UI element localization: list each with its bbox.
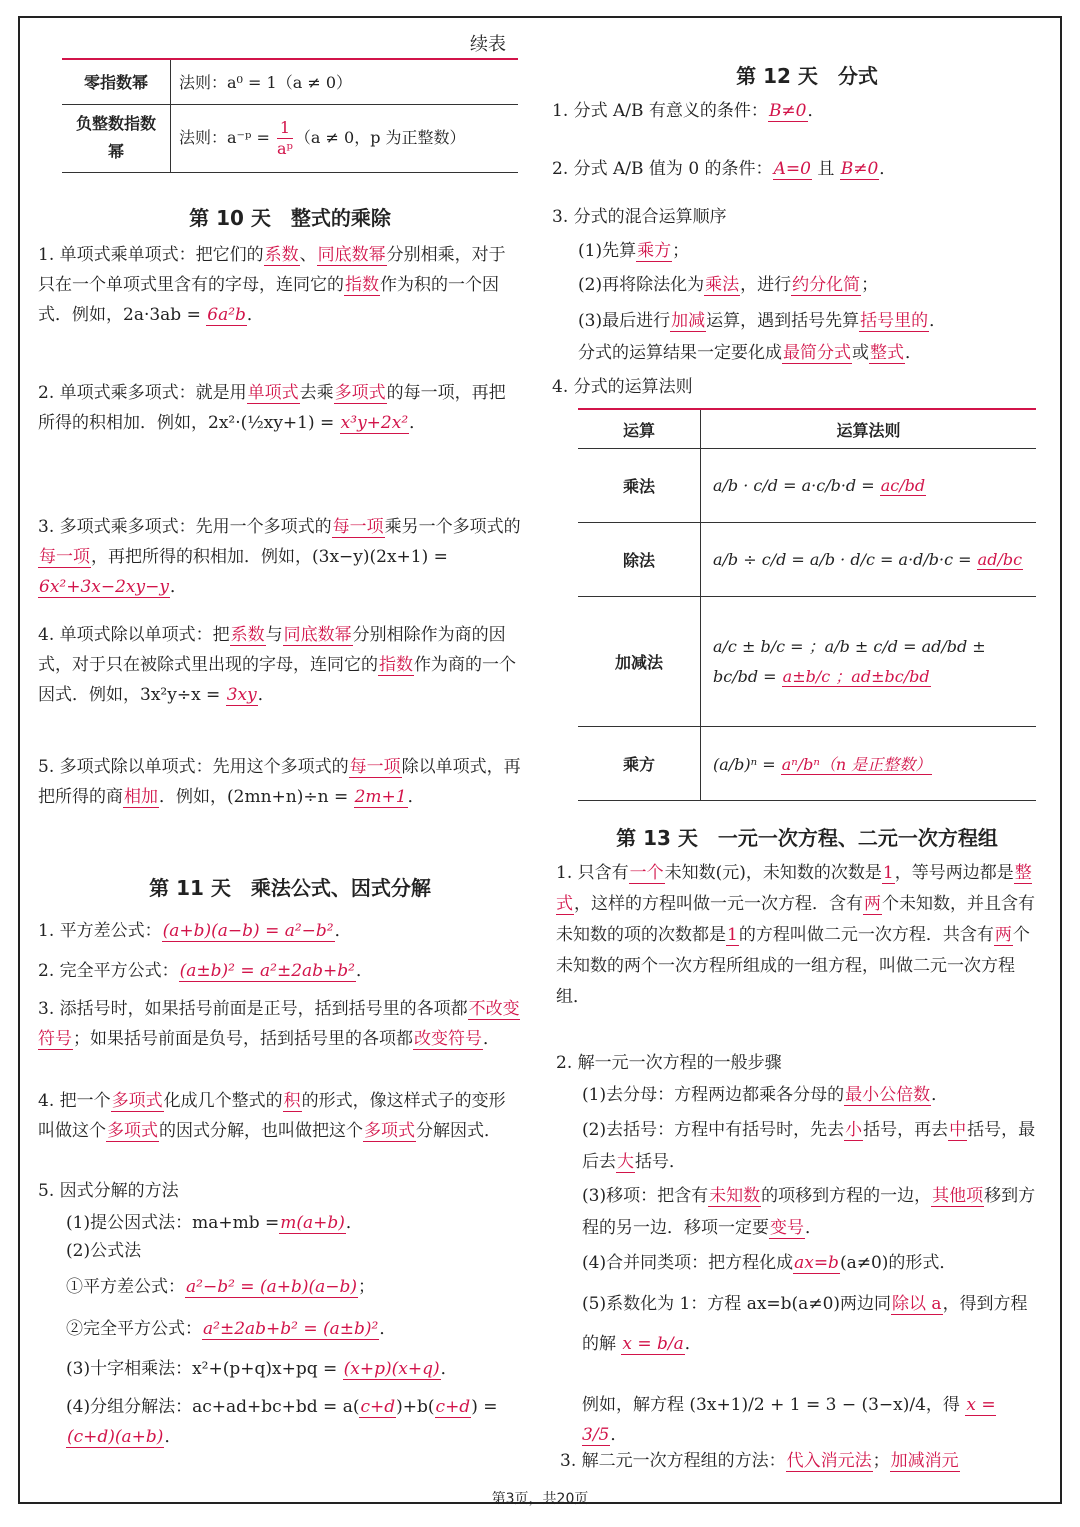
rule-addsub: a/c ± b/c = ；a/b ± c/d = ad/bd ± bc/bd = a±b/c ；ad±bc/bd: [701, 597, 1037, 727]
op-addsub: 加减法: [578, 597, 701, 727]
day10-item1: 1. 单项式乘单项式：把它们的系数、同底数幂分别相乘，对于只在一个单项式里含有的字母，连同它的指数作为积的一个因式．例如，2a·3ab = 6a²b．: [38, 245, 506, 325]
day13-sub6: 例如，解方程 (3x+1)/2 + 1 = 3 − (3−x)/4，得 x = 3/5．: [582, 1395, 996, 1445]
day11-item2: 2. 完全平方公式：(a±b)² = a²±2ab+b²．: [38, 961, 373, 981]
rule-divide: a/b ÷ c/d = a/b · d/c = a·d/b·c = ad/bc: [701, 523, 1037, 597]
day10-item4: 4. 单项式除以单项式：把系数与同底数幂分别相除作为商的因式，对于只在被除式里出现的字母，连同它的指数作为商的一个因式．例如，3x²y÷x = 3xy．: [38, 625, 516, 705]
day12-item2: 2. 分式 A/B 值为 0 的条件：A=0 且 B≠0．: [552, 159, 897, 179]
op-multiply: 乘法: [578, 449, 701, 523]
day13-sub3: (3)移项：把含有未知数的项移到方程的一边，其他项移到方程的另一边．移项一定要变号．: [582, 1186, 1036, 1238]
exponent-table: [62, 60, 518, 173]
day12-item3: 3. 分式的混合运算顺序: [552, 207, 727, 227]
day11-sub3: ①平方差公式：a²−b² = (a+b)(a−b)；: [66, 1277, 375, 1297]
op-divide: 除法: [578, 523, 701, 597]
day11-sub6: (4)分组分解法：ac+ad+bc+bd = a(c+d)+b(c+d) = (c+d)(a+b)．: [66, 1397, 498, 1447]
day11-item3: 3. 添括号时，如果括号前面是正号，括到括号里的各项都不改变符号；如果括号前面是负号，括到括号里的各项都改变符号．: [38, 999, 520, 1049]
day13-item2: 2. 解一元一次方程的一般步骤: [556, 1053, 782, 1073]
fraction-rules-table: [578, 410, 1036, 801]
negative-exponent-label: 负整数指数幂: [62, 104, 171, 172]
day10-item5: 5. 多项式除以单项式：先用这个多项式的每一项除以单项式，再把所得的商相加．例如，(2mn+n)÷n = 2m+1．: [38, 757, 521, 807]
day11-sub2: (2)公式法: [66, 1241, 142, 1261]
page-footer: 第3页，共20页: [491, 1491, 589, 1507]
day11-item5: 5. 因式分解的方法: [38, 1181, 179, 1201]
day10-title: 第 10 天 整式的乘除: [189, 206, 391, 230]
day13-item3: 3. 解二元一次方程组的方法：代入消元法；加减消元: [560, 1451, 959, 1471]
zero-exponent-rule: 法则：a⁰ = 1（a ≠ 0）: [171, 60, 519, 104]
day12-sub1: (1)先算乘方；: [578, 241, 690, 261]
header-rule: 运算法则: [701, 410, 1037, 449]
zero-exponent-label: 零指数幂: [62, 60, 171, 104]
day12-sub3: (3)最后进行加减运算，遇到括号先算括号里的．: [578, 311, 947, 331]
day13-sub5: (5)系数化为 1：方程 ax=b(a≠0)两边同除以 a，得到方程的解 x = b/a．: [582, 1294, 1028, 1354]
rule-multiply: a/b · c/d = a·c/b·d = ac/bd: [701, 449, 1037, 523]
rule-power: (a/b)ⁿ = aⁿ/bⁿ（n 是正整数）: [701, 727, 1037, 801]
day12-item4: 4. 分式的运算法则: [552, 377, 693, 397]
op-power: 乘方: [578, 727, 701, 801]
day10-item3: 3. 多项式乘多项式：先用一个多项式的每一项乘另一个多项式的每一项，再把所得的积相加．例如，(3x−y)(2x+1) = 6x²+3x−2xy−y．: [38, 517, 521, 597]
day11-sub5: (3)十字相乘法：x²+(p+q)x+pq = (x+p)(x+q)．: [66, 1359, 458, 1379]
day12-sub2: (2)再将除法化为乘法，进行约分化简；: [578, 275, 879, 295]
day11-sub1: (1)提公因式法：ma+mb =m(a+b)．: [66, 1213, 363, 1233]
day13-sub2: (2)去括号：方程中有括号时，先去小括号，再去中括号，最后去大括号．: [582, 1120, 1036, 1172]
day12-item1: 1. 分式 A/B 有意义的条件：B≠0．: [552, 101, 825, 121]
day11-sub4: ②完全平方公式：a²±2ab+b² = (a±b)²．: [66, 1319, 397, 1339]
day10-item2: 2. 单项式乘多项式：就是用单项式去乘多项式的每一项，再把所得的积相加．例如，2x²·(½xy+1) = x³y+2x²．: [38, 383, 506, 433]
day11-item1: 1. 平方差公式：(a+b)(a−b) = a²−b²．: [38, 921, 352, 941]
day11-item4: 4. 把一个多项式化成几个整式的积的形式，像这样式子的变形叫做这个多项式的因式分解，也叫做把这个多项式分解因式．: [38, 1091, 506, 1141]
negative-exponent-rule: 法则：a⁻ᵖ = $\frac{1}{\text{aᵖ}}$ （a ≠ 0，p 为正整数）: [171, 104, 519, 172]
day13-sub1: (1)去分母：方程两边都乘各分母的最小公倍数．: [582, 1085, 949, 1105]
day12-title: 第 12 天 分式: [736, 64, 878, 88]
day13-title: 第 13 天 一元一次方程、二元一次方程组: [616, 826, 998, 850]
day13-sub4: (4)合并同类项：把方程化成ax=b(a≠0)的形式．: [582, 1253, 957, 1273]
day11-title: 第 11 天 乘法公式、因式分解: [149, 876, 431, 900]
header-operation: 运算: [578, 410, 701, 449]
day12-sub4: 分式的运算结果一定要化成最简分式或整式．: [578, 343, 922, 363]
day13-item1: 1. 只含有一个未知数(元)，未知数的次数是1，等号两边都是整式，这样的方程叫做一元一次方程．含有两个未知数，并且含有未知数的项的次数都是1的方程叫做二元一次方程．共含有两个未知数的两个一次方程所组成的一组方程，叫做二元一次方程组．: [556, 863, 1035, 1007]
continued-label: 续表: [470, 34, 506, 55]
